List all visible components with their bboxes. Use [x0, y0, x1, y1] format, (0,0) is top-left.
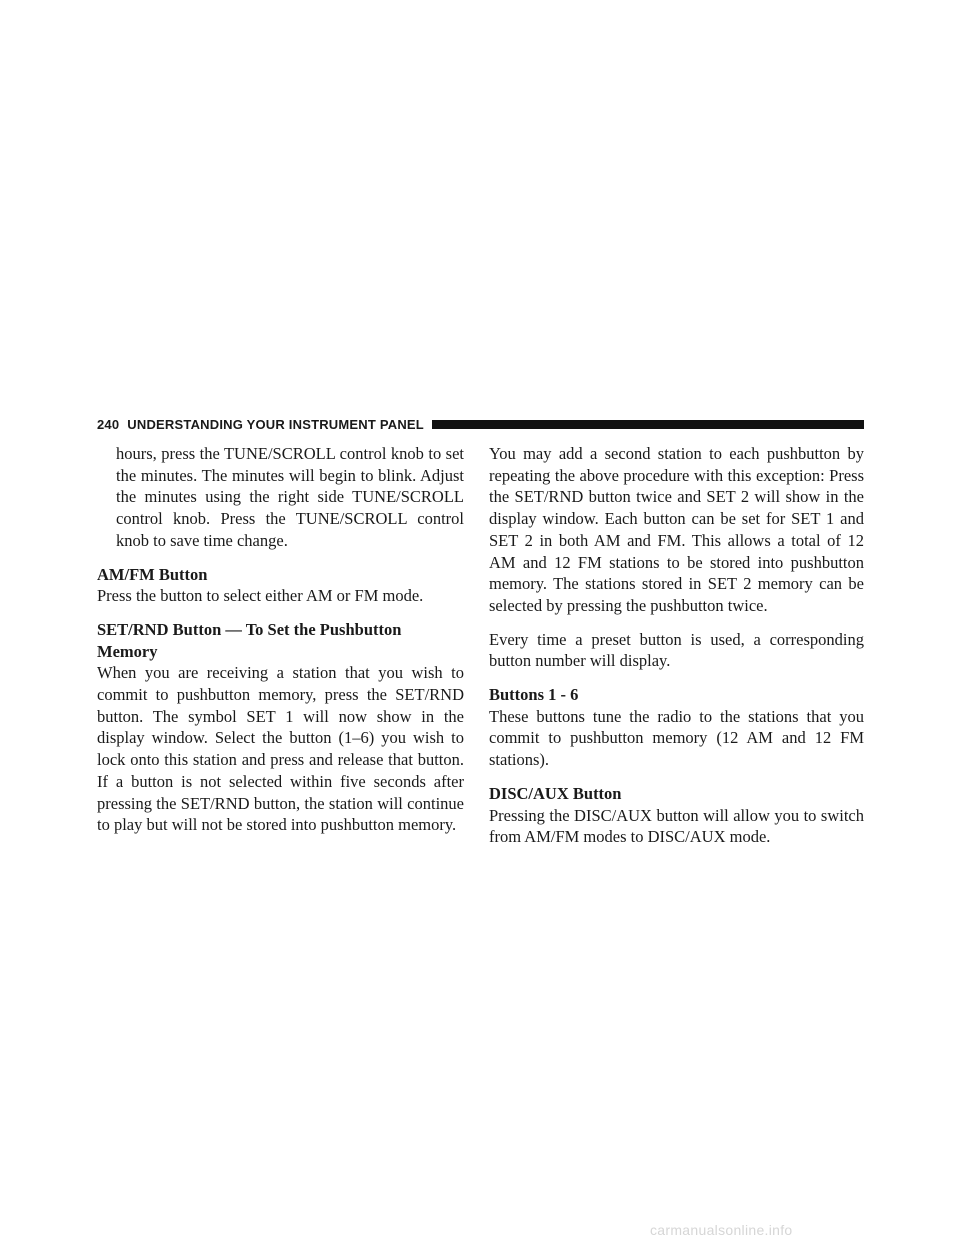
setrnd-heading-line-2: Memory — [97, 641, 158, 661]
section-title: UNDERSTANDING YOUR INSTRUMENT PANEL — [127, 416, 424, 432]
right-column — [489, 443, 864, 860]
preset-paragraph: Every time a preset button is used, a corresponding button number will display. — [489, 629, 864, 671]
left-column — [97, 443, 464, 848]
page-number: 240 — [97, 416, 120, 432]
header-rule — [432, 420, 864, 429]
intro-paragraph: hours, press the TUNE/SCROLL control knob to set the minutes. The minutes will begin to blink. Adjust the minutes using the right side TUNE/SCROLL control knob. Press the TUNE/SCROLL control knob to save time change. — [116, 444, 464, 550]
second-station-paragraph: You may add a second station to each pushbutton by repeating the above procedure with this exception: Press the SET/RND button twice and SET 2 will show in the display window. Each button can be set for SET 1 and SET 2 in both AM and FM. This allows a total of 12 AM and 12 FM stations to be stored into pushbutton memory. The stations stored in SET 2 memory can be selected by pressing the pushbutton twice. — [489, 444, 864, 615]
amfm-paragraph: Press the button to select either AM or FM mode. — [97, 586, 424, 606]
disc-aux-heading: DISC/AUX Button — [489, 783, 622, 803]
page-header — [97, 417, 864, 431]
buttons-heading: Buttons 1 - 6 — [489, 685, 579, 705]
setrnd-heading-line-1: SET/RND Button — To Set the Pushbutton — [97, 619, 402, 639]
disc-aux-paragraph: Pressing the DISC/AUX button will allow you to switch from AM/FM modes to DISC/AUX mode. — [489, 805, 864, 847]
amfm-heading: AM/FM Button — [97, 564, 208, 584]
watermark-logo: carmanualsonline.info — [650, 1222, 793, 1238]
buttons-paragraph: These buttons tune the radio to the stations that you commit to pushbutton memory (12 AM and 12 FM stations). — [489, 706, 864, 770]
setrnd-paragraph: When you are receiving a station that you wish to commit to pushbutton memory, press the SET/RND button. The symbol SET 1 will now show in the display window. Select the button (1–6) you wish to lock onto this station and press and release that button. If a button is not selected within five seconds after pressing the SET/RND button, the station will continue to play but will not be stored into pushbutton memory. — [97, 663, 464, 835]
